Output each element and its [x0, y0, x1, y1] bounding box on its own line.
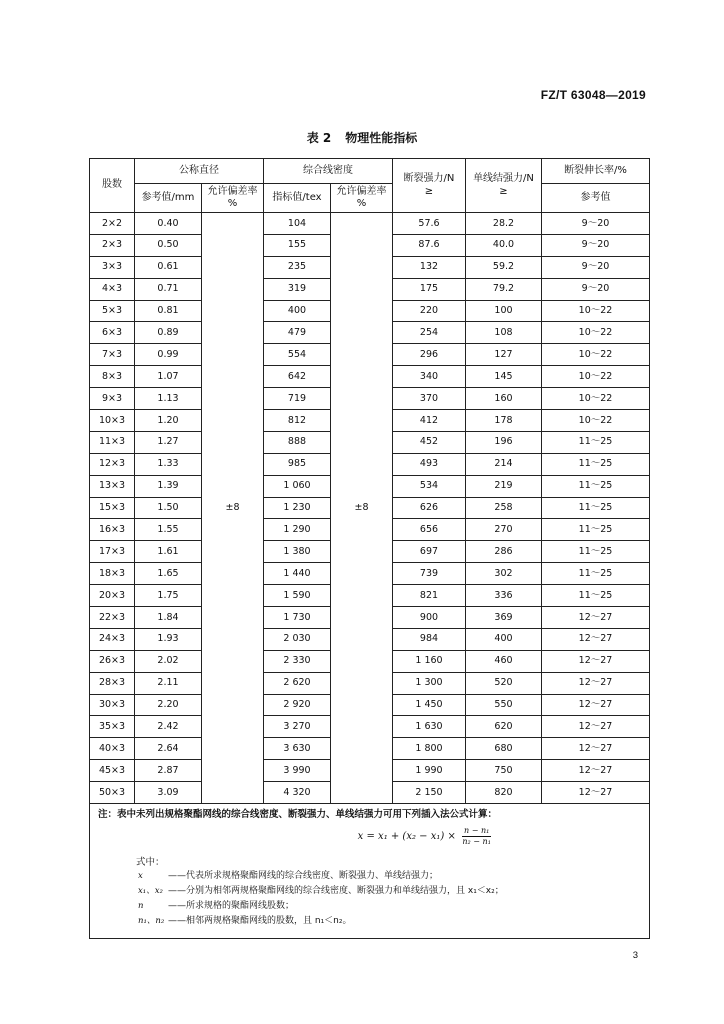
cell-diameter: 0.99: [135, 344, 202, 366]
cell-density: 812: [264, 410, 331, 432]
formula-denominator: n₂ − n₁: [462, 837, 491, 847]
cell-strands: 12×3: [90, 453, 135, 475]
cell-strands: 9×3: [90, 388, 135, 410]
definition-symbol: n: [138, 901, 144, 912]
cell-breaking-strength: 452: [393, 431, 466, 453]
cell-diameter: 2.64: [135, 738, 202, 760]
cell-elongation: 12～27: [542, 607, 650, 629]
cell-elongation: 10～22: [542, 388, 650, 410]
cell-knot-strength: 400: [466, 628, 542, 650]
cell-breaking-strength: 739: [393, 563, 466, 585]
cell-breaking-strength: 2 150: [393, 782, 466, 804]
cell-breaking-strength: 370: [393, 388, 466, 410]
cell-strands: 3×3: [90, 256, 135, 278]
header-knot-strength: [466, 159, 542, 213]
table-number: 表 2: [306, 131, 332, 145]
cell-breaking-strength: 1 300: [393, 672, 466, 694]
cell-knot-strength: 750: [466, 760, 542, 782]
formula-fraction: [462, 826, 491, 847]
cell-knot-strength: 820: [466, 782, 542, 804]
cell-density: 719: [264, 388, 331, 410]
cell-breaking-strength: 1 450: [393, 694, 466, 716]
cell-breaking-strength: 220: [393, 300, 466, 322]
cell-density: 400: [264, 300, 331, 322]
cell-diameter: 1.13: [135, 388, 202, 410]
definition-item: [138, 914, 641, 929]
cell-density: 1 290: [264, 519, 331, 541]
cell-strands: 28×3: [90, 672, 135, 694]
header-nominal-diameter: 公称直径: [135, 159, 264, 184]
cell-density: 1 380: [264, 541, 331, 563]
cell-density: 104: [264, 213, 331, 235]
note-where: 式中：: [136, 857, 165, 869]
cell-strands: 10×3: [90, 410, 135, 432]
cell-diameter: 1.20: [135, 410, 202, 432]
density-tolerance-label: 允许偏差率: [336, 185, 387, 197]
cell-strands: 11×3: [90, 431, 135, 453]
knot-strength-ge: ≥: [499, 185, 508, 197]
cell-elongation: 12～27: [542, 672, 650, 694]
table-header: [90, 159, 650, 213]
cell-strands: 35×3: [90, 716, 135, 738]
cell-density: 642: [264, 366, 331, 388]
cell-breaking-strength: 57.6: [393, 213, 466, 235]
definition-text: ——代表所求规格聚酯网线的综合线密度、断裂强力、单线结强力；: [168, 871, 439, 882]
cell-diameter: 1.75: [135, 585, 202, 607]
cell-breaking-strength: 493: [393, 453, 466, 475]
cell-breaking-strength: 340: [393, 366, 466, 388]
definition-symbol: n₁、n₂: [138, 916, 165, 927]
definition-text: ——相邻两规格聚酯网线的股数，且 n₁＜n₂。: [168, 916, 352, 927]
cell-strands: 22×3: [90, 607, 135, 629]
cell-diameter: 0.89: [135, 322, 202, 344]
cell-elongation: 11～25: [542, 453, 650, 475]
table-name: 物理性能指标: [345, 131, 418, 145]
cell-strands: 5×3: [90, 300, 135, 322]
cell-breaking-strength: 1 630: [393, 716, 466, 738]
definition-item: [138, 869, 641, 884]
cell-elongation: 9～20: [542, 256, 650, 278]
cell-diameter: 0.50: [135, 234, 202, 256]
definition-item: [138, 899, 641, 914]
cell-breaking-strength: 132: [393, 256, 466, 278]
cell-knot-strength: 28.2: [466, 213, 542, 235]
cell-density: 235: [264, 256, 331, 278]
cell-elongation: 10～22: [542, 322, 650, 344]
cell-knot-strength: 336: [466, 585, 542, 607]
cell-diameter: 0.71: [135, 278, 202, 300]
cell-knot-strength: 59.2: [466, 256, 542, 278]
formula-numerator: n − n₁: [464, 826, 490, 836]
cell-breaking-strength: 900: [393, 607, 466, 629]
cell-density: 888: [264, 431, 331, 453]
cell-breaking-strength: 656: [393, 519, 466, 541]
cell-breaking-strength: 1 160: [393, 650, 466, 672]
cell-strands: 45×3: [90, 760, 135, 782]
cell-elongation: 12～27: [542, 650, 650, 672]
cell-density: 1 590: [264, 585, 331, 607]
cell-knot-strength: 145: [466, 366, 542, 388]
breaking-strength-ge: ≥: [424, 185, 434, 197]
diameter-tolerance-label: 允许偏差率: [207, 185, 258, 197]
standard-code: FZ/T 63048—2019: [540, 88, 646, 102]
cell-elongation: 11～25: [542, 541, 650, 563]
cell-elongation: 12～27: [542, 738, 650, 760]
cell-strands: 20×3: [90, 585, 135, 607]
cell-breaking-strength: 626: [393, 497, 466, 519]
cell-elongation: 11～25: [542, 519, 650, 541]
cell-elongation: 12～27: [542, 716, 650, 738]
cell-diameter: 1.61: [135, 541, 202, 563]
cell-diameter: 2.02: [135, 650, 202, 672]
cell-strands: 6×3: [90, 322, 135, 344]
cell-breaking-strength: 254: [393, 322, 466, 344]
definition-text: ——分别为相邻两规格聚酯网线的综合线密度、断裂强力和单线结强力，且 x₁＜x₂；: [168, 886, 504, 897]
header-breaking-strength: [393, 159, 466, 213]
header-density-tolerance: [331, 184, 393, 213]
cell-density: 319: [264, 278, 331, 300]
cell-breaking-strength: 534: [393, 475, 466, 497]
cell-diameter: 2.42: [135, 716, 202, 738]
note-intro: 注：表中未列出规格聚酯网线的综合线密度、断裂强力、单线结强力可用下列插入法公式计算：: [98, 809, 498, 821]
cell-knot-strength: 550: [466, 694, 542, 716]
cell-strands: 16×3: [90, 519, 135, 541]
cell-diameter: 1.93: [135, 628, 202, 650]
cell-elongation: 12～27: [542, 628, 650, 650]
cell-density: 985: [264, 453, 331, 475]
cell-density: 3 630: [264, 738, 331, 760]
cell-strands: 7×3: [90, 344, 135, 366]
cell-diameter: 2.87: [135, 760, 202, 782]
cell-diameter: 1.33: [135, 453, 202, 475]
cell-density: 3 990: [264, 760, 331, 782]
header-strands: 股数: [90, 159, 135, 213]
cell-elongation: 11～25: [542, 497, 650, 519]
knot-strength-label: 单线结强力/N: [473, 173, 534, 184]
cell-diameter-tolerance: ±8: [202, 213, 264, 804]
definition-symbol: x: [138, 871, 143, 882]
cell-elongation: 12～27: [542, 782, 650, 804]
cell-density: 4 320: [264, 782, 331, 804]
cell-knot-strength: 460: [466, 650, 542, 672]
cell-diameter: 2.11: [135, 672, 202, 694]
interpolation-formula: [208, 826, 641, 850]
cell-elongation: 9～20: [542, 213, 650, 235]
definition-item: [138, 884, 641, 899]
cell-diameter: 0.81: [135, 300, 202, 322]
cell-knot-strength: 258: [466, 497, 542, 519]
cell-elongation: 11～25: [542, 431, 650, 453]
cell-density: 1 440: [264, 563, 331, 585]
cell-knot-strength: 270: [466, 519, 542, 541]
cell-strands: 26×3: [90, 650, 135, 672]
cell-breaking-strength: 821: [393, 585, 466, 607]
cell-elongation: 12～27: [542, 760, 650, 782]
cell-diameter: 1.50: [135, 497, 202, 519]
cell-density: 1 060: [264, 475, 331, 497]
cell-strands: 17×3: [90, 541, 135, 563]
cell-knot-strength: 214: [466, 453, 542, 475]
cell-diameter: 2.20: [135, 694, 202, 716]
cell-knot-strength: 219: [466, 475, 542, 497]
cell-knot-strength: 196: [466, 431, 542, 453]
cell-strands: 4×3: [90, 278, 135, 300]
page-number: 3: [632, 950, 638, 961]
cell-knot-strength: 79.2: [466, 278, 542, 300]
cell-elongation: 9～20: [542, 234, 650, 256]
cell-knot-strength: 40.0: [466, 234, 542, 256]
cell-diameter: 0.40: [135, 213, 202, 235]
cell-density: 2 620: [264, 672, 331, 694]
cell-strands: 50×3: [90, 782, 135, 804]
cell-density: 2 920: [264, 694, 331, 716]
cell-diameter: 3.09: [135, 782, 202, 804]
table-body: [90, 213, 650, 804]
header-linear-density: 综合线密度: [264, 159, 393, 184]
cell-knot-strength: 369: [466, 607, 542, 629]
cell-strands: 40×3: [90, 738, 135, 760]
cell-diameter: 1.84: [135, 607, 202, 629]
cell-elongation: 10～22: [542, 410, 650, 432]
header-diameter-tolerance: [202, 184, 264, 213]
cell-diameter: 1.65: [135, 563, 202, 585]
cell-breaking-strength: 412: [393, 410, 466, 432]
cell-elongation: 12～27: [542, 694, 650, 716]
cell-strands: 18×3: [90, 563, 135, 585]
cell-diameter: 0.61: [135, 256, 202, 278]
cell-knot-strength: 178: [466, 410, 542, 432]
cell-density: 1 230: [264, 497, 331, 519]
cell-breaking-strength: 87.6: [393, 234, 466, 256]
cell-density: 2 030: [264, 628, 331, 650]
cell-knot-strength: 302: [466, 563, 542, 585]
cell-knot-strength: 127: [466, 344, 542, 366]
cell-elongation: 11～25: [542, 563, 650, 585]
cell-strands: 8×3: [90, 366, 135, 388]
cell-knot-strength: 680: [466, 738, 542, 760]
header-index-value-tex: 指标值/tex: [264, 184, 331, 213]
table-note: [90, 804, 650, 939]
cell-breaking-strength: 697: [393, 541, 466, 563]
cell-elongation: 9～20: [542, 278, 650, 300]
cell-knot-strength: 160: [466, 388, 542, 410]
cell-strands: 13×3: [90, 475, 135, 497]
cell-strands: 2×2: [90, 213, 135, 235]
cell-density: 479: [264, 322, 331, 344]
cell-density: 1 730: [264, 607, 331, 629]
cell-strands: 24×3: [90, 628, 135, 650]
cell-breaking-strength: 1 990: [393, 760, 466, 782]
cell-density: 554: [264, 344, 331, 366]
table-row: [90, 213, 650, 235]
definition-symbol: x₁、x₂: [138, 886, 163, 897]
cell-density: 3 270: [264, 716, 331, 738]
diameter-tolerance-unit: %: [227, 198, 238, 209]
cell-breaking-strength: 296: [393, 344, 466, 366]
definition-text: ——所求规格的聚酯网线股数；: [168, 901, 295, 912]
cell-density-tolerance: ±8: [331, 213, 393, 804]
symbol-definitions: [98, 869, 641, 929]
cell-elongation: 11～25: [542, 475, 650, 497]
formula-main: x = x₁ + (x₂ − x₁) ×: [357, 831, 456, 843]
density-tolerance-unit: %: [356, 198, 367, 209]
cell-elongation: 10～22: [542, 344, 650, 366]
cell-diameter: 1.55: [135, 519, 202, 541]
cell-breaking-strength: 175: [393, 278, 466, 300]
cell-knot-strength: 108: [466, 322, 542, 344]
cell-density: 155: [264, 234, 331, 256]
cell-knot-strength: 286: [466, 541, 542, 563]
cell-strands: 2×3: [90, 234, 135, 256]
cell-diameter: 1.07: [135, 366, 202, 388]
cell-strands: 15×3: [90, 497, 135, 519]
cell-strands: 30×3: [90, 694, 135, 716]
cell-density: 2 330: [264, 650, 331, 672]
cell-elongation: 11～25: [542, 585, 650, 607]
header-elongation: 断裂伸长率/%: [542, 159, 650, 184]
physical-properties-table: [89, 158, 650, 939]
header-ref-value-mm: 参考值/mm: [135, 184, 202, 213]
table-title: [0, 129, 724, 146]
cell-knot-strength: 620: [466, 716, 542, 738]
cell-breaking-strength: 984: [393, 628, 466, 650]
breaking-strength-label: 断裂强力/N: [403, 173, 455, 184]
cell-knot-strength: 520: [466, 672, 542, 694]
cell-elongation: 10～22: [542, 300, 650, 322]
cell-breaking-strength: 1 800: [393, 738, 466, 760]
cell-diameter: 1.27: [135, 431, 202, 453]
header-elongation-ref: 参考值: [542, 184, 650, 213]
cell-knot-strength: 100: [466, 300, 542, 322]
cell-elongation: 10～22: [542, 366, 650, 388]
cell-diameter: 1.39: [135, 475, 202, 497]
